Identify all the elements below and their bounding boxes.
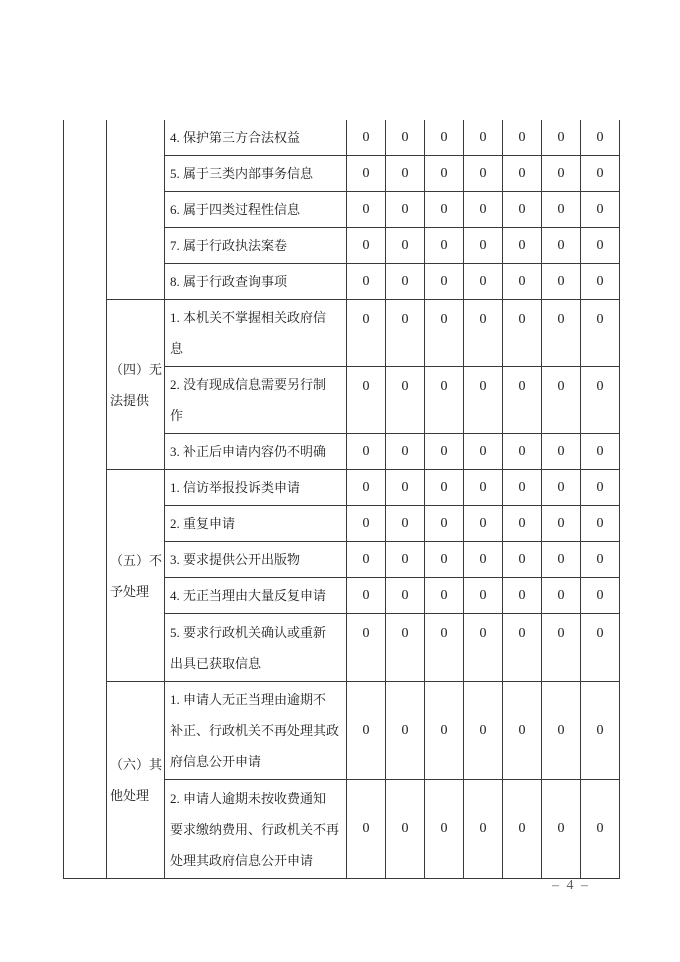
value-cell: 0 (542, 542, 581, 578)
value-cell: 0 (386, 614, 425, 682)
value-cell: 0 (464, 192, 503, 228)
value-cell: 0 (347, 120, 386, 156)
table-body (64, 120, 620, 879)
value-cell: 0 (464, 156, 503, 192)
value-cell: 0 (581, 120, 620, 156)
value-cell: 0 (581, 614, 620, 682)
value-cell: 0 (503, 470, 542, 506)
value-cell: 0 (425, 542, 464, 578)
row-label-cell: 2. 申请人逾期未按收费通知 要求缴纳费用、行政机关不再 处理其政府信息公开申请 (165, 780, 347, 879)
value-cell: 0 (464, 780, 503, 879)
value-cell: 0 (581, 470, 620, 506)
row-label-cell: 3. 要求提供公开出版物 (165, 542, 347, 578)
value-cell: 0 (542, 578, 581, 614)
value-cell: 0 (347, 228, 386, 264)
value-cell: 0 (347, 470, 386, 506)
row-label-cell: 1. 本机关不掌握相关政府信 息 (165, 300, 347, 367)
row-label-cell: 5. 要求行政机关确认或重新 出具已获取信息 (165, 614, 347, 682)
value-cell: 0 (542, 780, 581, 879)
value-cell: 0 (503, 434, 542, 470)
value-cell: 0 (464, 300, 503, 367)
value-cell: 0 (542, 228, 581, 264)
value-cell: 0 (347, 614, 386, 682)
value-cell: 0 (581, 228, 620, 264)
outer-section-cell (64, 120, 107, 879)
group-label-cell: （五）不 予处理 (107, 470, 165, 682)
value-cell: 0 (542, 506, 581, 542)
value-cell: 0 (347, 434, 386, 470)
row-label-cell: 5. 属于三类内部事务信息 (165, 156, 347, 192)
value-cell: 0 (425, 614, 464, 682)
row-label-cell: 2. 重复申请 (165, 506, 347, 542)
value-cell: 0 (347, 264, 386, 300)
value-cell: 0 (386, 682, 425, 780)
row-label-cell: 1. 信访举报投诉类申请 (165, 470, 347, 506)
value-cell: 0 (386, 228, 425, 264)
value-cell: 0 (386, 780, 425, 879)
row-label-cell: 2. 没有现成信息需要另行制 作 (165, 367, 347, 434)
disclosure-table-container (63, 120, 620, 879)
value-cell: 0 (464, 228, 503, 264)
value-cell: 0 (542, 614, 581, 682)
value-cell: 0 (581, 682, 620, 780)
value-cell: 0 (503, 156, 542, 192)
value-cell: 0 (425, 228, 464, 264)
value-cell: 0 (425, 578, 464, 614)
value-cell: 0 (386, 367, 425, 434)
value-cell: 0 (542, 470, 581, 506)
value-cell: 0 (503, 542, 542, 578)
value-cell: 0 (542, 192, 581, 228)
group-label-cell: （四）无 法提供 (107, 300, 165, 470)
page-number: – 4 – (552, 878, 590, 893)
value-cell: 0 (464, 120, 503, 156)
value-cell: 0 (425, 120, 464, 156)
value-cell: 0 (464, 506, 503, 542)
row-label-cell: 7. 属于行政执法案卷 (165, 228, 347, 264)
value-cell: 0 (581, 780, 620, 879)
value-cell: 0 (503, 682, 542, 780)
group-label-cell: （六）其 他处理 (107, 682, 165, 879)
table-row (64, 470, 620, 506)
value-cell: 0 (542, 434, 581, 470)
table-row (64, 682, 620, 780)
value-cell: 0 (386, 156, 425, 192)
value-cell: 0 (581, 156, 620, 192)
value-cell: 0 (347, 542, 386, 578)
row-label-cell: 1. 申请人无正当理由逾期不 补正、行政机关不再处理其政 府信息公开申请 (165, 682, 347, 780)
value-cell: 0 (386, 120, 425, 156)
value-cell: 0 (386, 192, 425, 228)
value-cell: 0 (542, 682, 581, 780)
value-cell: 0 (386, 434, 425, 470)
row-label-cell: 8. 属于行政查询事项 (165, 264, 347, 300)
value-cell: 0 (503, 300, 542, 367)
value-cell: 0 (503, 120, 542, 156)
value-cell: 0 (425, 434, 464, 470)
value-cell: 0 (464, 682, 503, 780)
row-label-cell: 6. 属于四类过程性信息 (165, 192, 347, 228)
value-cell: 0 (581, 434, 620, 470)
value-cell: 0 (347, 506, 386, 542)
value-cell: 0 (425, 682, 464, 780)
value-cell: 0 (503, 228, 542, 264)
value-cell: 0 (542, 264, 581, 300)
table-row (64, 300, 620, 367)
row-label-cell: 4. 保护第三方合法权益 (165, 120, 347, 156)
value-cell: 0 (581, 578, 620, 614)
value-cell: 0 (503, 192, 542, 228)
value-cell: 0 (386, 300, 425, 367)
value-cell: 0 (347, 682, 386, 780)
row-label-cell: 3. 补正后申请内容仍不明确 (165, 434, 347, 470)
value-cell: 0 (425, 470, 464, 506)
value-cell: 0 (386, 264, 425, 300)
value-cell: 0 (464, 542, 503, 578)
value-cell: 0 (347, 300, 386, 367)
value-cell: 0 (581, 506, 620, 542)
value-cell: 0 (503, 506, 542, 542)
value-cell: 0 (425, 780, 464, 879)
value-cell: 0 (347, 780, 386, 879)
value-cell: 0 (464, 434, 503, 470)
table-row (64, 120, 620, 156)
value-cell: 0 (347, 156, 386, 192)
value-cell: 0 (503, 614, 542, 682)
value-cell: 0 (464, 264, 503, 300)
value-cell: 0 (542, 367, 581, 434)
value-cell: 0 (464, 578, 503, 614)
value-cell: 0 (581, 192, 620, 228)
value-cell: 0 (503, 578, 542, 614)
value-cell: 0 (425, 264, 464, 300)
value-cell: 0 (425, 506, 464, 542)
value-cell: 0 (347, 578, 386, 614)
value-cell: 0 (425, 192, 464, 228)
value-cell: 0 (386, 506, 425, 542)
value-cell: 0 (542, 300, 581, 367)
value-cell: 0 (503, 367, 542, 434)
value-cell: 0 (464, 367, 503, 434)
value-cell: 0 (425, 367, 464, 434)
value-cell: 0 (425, 156, 464, 192)
value-cell: 0 (386, 578, 425, 614)
row-label-cell: 4. 无正当理由大量反复申请 (165, 578, 347, 614)
value-cell: 0 (503, 264, 542, 300)
value-cell: 0 (581, 264, 620, 300)
group-label-cell (107, 120, 165, 300)
value-cell: 0 (542, 120, 581, 156)
value-cell: 0 (386, 470, 425, 506)
value-cell: 0 (581, 300, 620, 367)
info-disclosure-report-table (63, 120, 620, 879)
value-cell: 0 (542, 156, 581, 192)
value-cell: 0 (464, 470, 503, 506)
value-cell: 0 (503, 780, 542, 879)
value-cell: 0 (464, 614, 503, 682)
value-cell: 0 (347, 192, 386, 228)
value-cell: 0 (581, 367, 620, 434)
value-cell: 0 (386, 542, 425, 578)
value-cell: 0 (425, 300, 464, 367)
value-cell: 0 (581, 542, 620, 578)
value-cell: 0 (347, 367, 386, 434)
